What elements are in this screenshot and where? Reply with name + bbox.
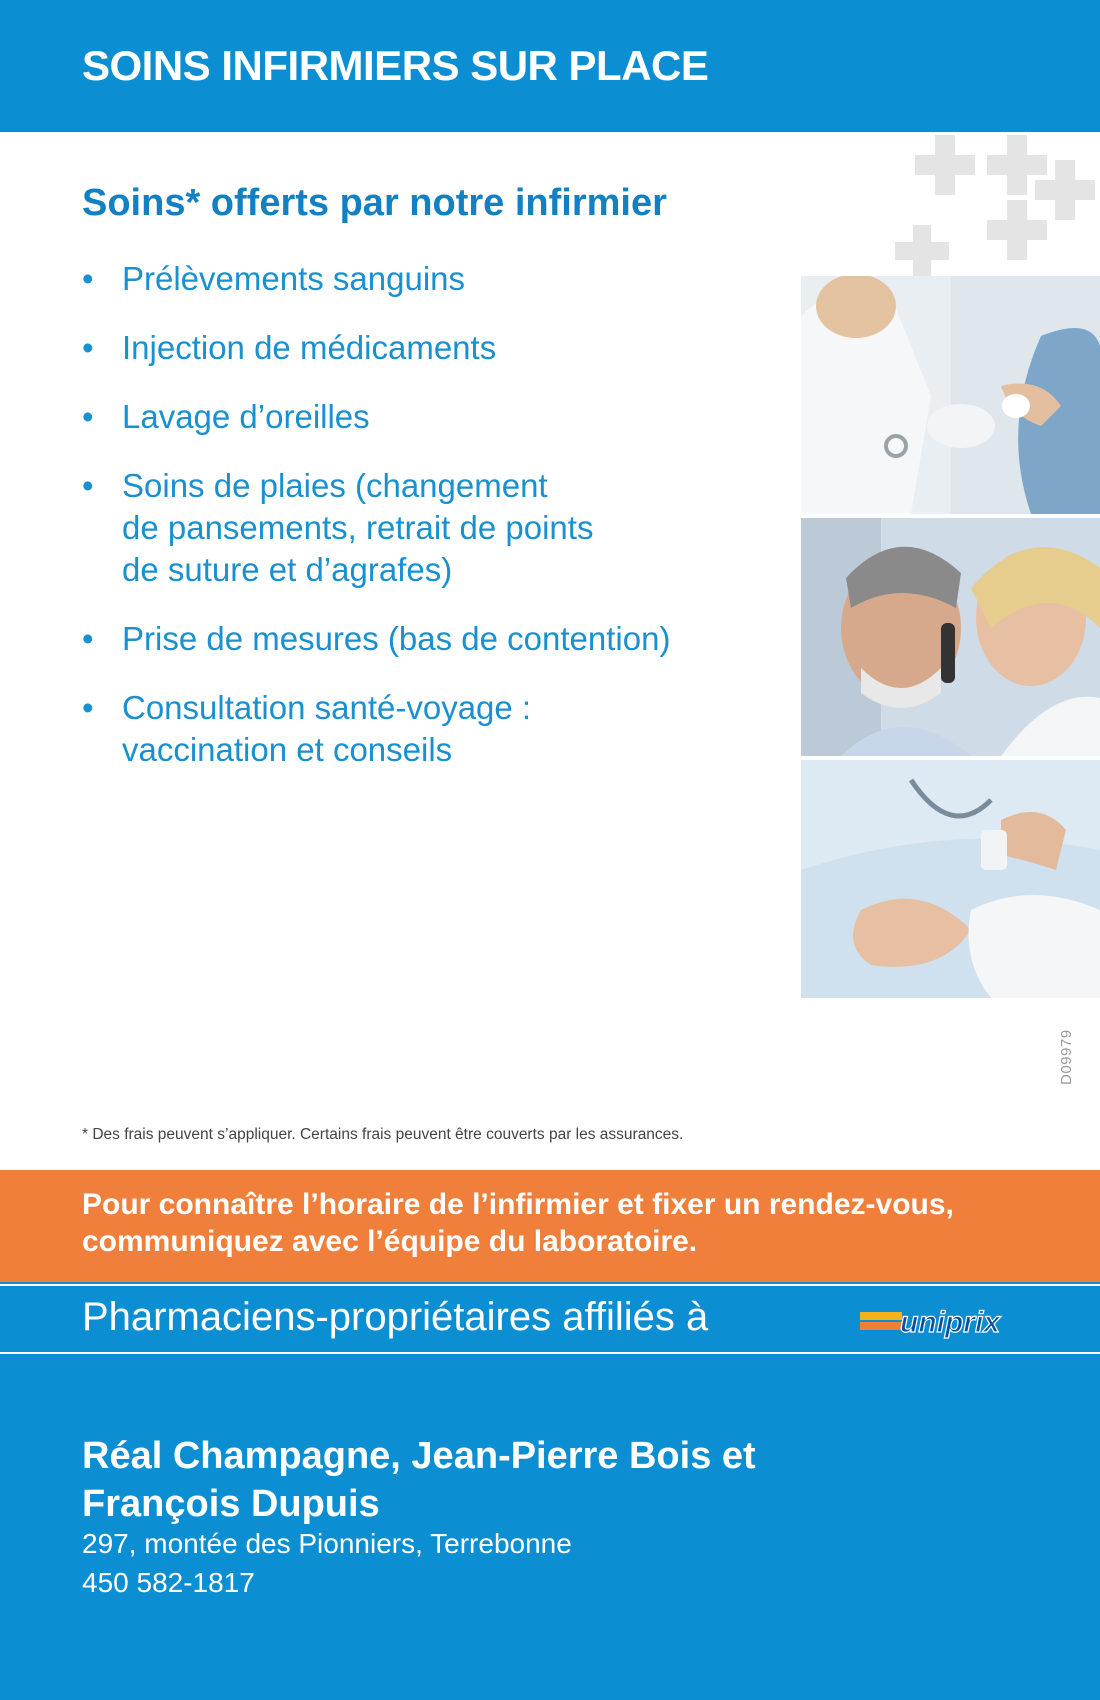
service-line: Consultation santé-voyage : <box>122 689 532 726</box>
list-item <box>82 687 772 771</box>
svg-text:uniprix: uniprix <box>900 1306 1001 1339</box>
bandage-photo <box>801 760 1100 998</box>
bullet-icon: • <box>82 329 94 366</box>
service-line: Injection de médicaments <box>122 329 497 366</box>
service-line: Prise de mesures (bas de contention) <box>122 620 671 657</box>
divider <box>0 1352 1100 1354</box>
bullet-icon: • <box>82 620 94 657</box>
list-item <box>82 618 772 660</box>
cta-line-1: Pour connaître l’horaire de l’infirmier et fixer un rendez-vous, <box>82 1188 954 1221</box>
list-item <box>82 396 772 438</box>
owners-line-1: Réal Champagne, Jean-Pierre Bois et <box>82 1435 756 1477</box>
call-to-action-band <box>0 1170 1100 1282</box>
affiliation-text: Pharmaciens-propriétaires affiliés à <box>82 1295 709 1339</box>
bullet-icon: • <box>82 689 94 726</box>
document-code: D09979 <box>1058 1029 1075 1085</box>
owners-line-2: François Dupuis <box>82 1483 380 1525</box>
call-to-action <box>82 1186 1072 1260</box>
bullet-icon: • <box>82 398 94 435</box>
pharmacy-address: 297, montée des Pionniers, Terrebonne <box>82 1528 572 1559</box>
bullet-icon: • <box>82 260 94 297</box>
services-list <box>82 258 772 798</box>
pharmacist-owners <box>82 1432 982 1528</box>
uniprix-logo <box>860 1304 1016 1342</box>
services-heading: Soins* offerts par notre infirmier <box>82 182 667 224</box>
list-item <box>82 327 772 369</box>
bullet-icon: • <box>82 467 94 504</box>
service-line: Prélèvements sanguins <box>122 260 466 297</box>
pharmacy-phone: 450 582-1817 <box>82 1567 255 1598</box>
service-line: de suture et d’agrafes) <box>122 551 453 588</box>
divider <box>0 1284 1100 1286</box>
list-item <box>82 258 772 300</box>
pharmacy-footer <box>0 1282 1100 1700</box>
ear-exam-photo <box>801 518 1100 756</box>
cta-line-2: communiquez avec l’équipe du laboratoire. <box>82 1225 698 1258</box>
service-line: Lavage d’oreilles <box>122 398 370 435</box>
injection-photo <box>801 276 1100 514</box>
service-line: de pansements, retrait de points <box>122 509 594 546</box>
service-line: Soins de plaies (changement <box>122 467 548 504</box>
fees-footnote: * Des frais peuvent s’appliquer. Certains frais peuvent être couverts par les assurances. <box>82 1126 684 1143</box>
header-banner <box>0 0 1100 132</box>
page-title: SOINS INFIRMIERS SUR PLACE <box>82 42 709 89</box>
list-item <box>82 465 772 591</box>
service-line: vaccination et conseils <box>122 731 453 768</box>
decorative-crosses <box>895 130 1100 280</box>
